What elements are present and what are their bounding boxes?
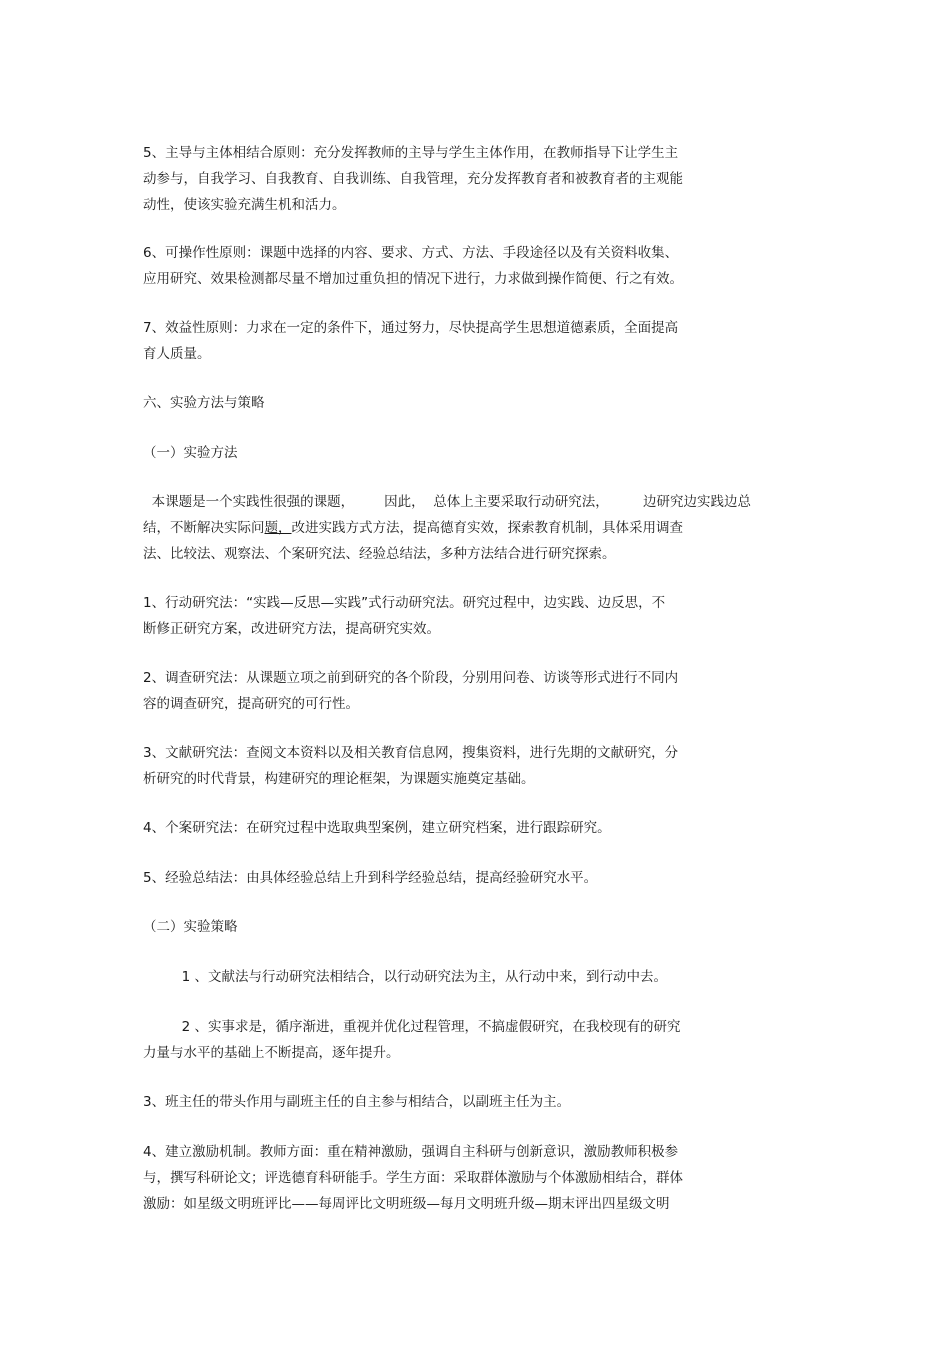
subsection-strategies-heading — [143, 914, 823, 940]
text-line: 4、个案研究法：在研究过程中选取典型案例，建立研究档案，进行跟踪研究。 — [143, 820, 611, 836]
strategy-1-paragraph — [143, 964, 823, 990]
principle-6-paragraph — [143, 240, 823, 292]
text-line: 容的调查研究，提高研究的可行性。 — [143, 696, 359, 712]
text-line: 应用研究、效果检测都尽量不增加过重负担的情况下进行，力求做到操作简便、行之有效。 — [143, 271, 683, 287]
method-4-paragraph — [143, 815, 823, 841]
text-fragment: 改进实践方式方法，提高德育实效，探索教育机制，具体采用调查 — [291, 520, 683, 536]
heading-text: （一）实验方法 — [143, 445, 238, 461]
heading-text: 六、实验方法与策略 — [143, 395, 265, 411]
text-line: 5、主导与主体相结合原则：充分发挥教师的主导与学生主体作用，在教师指导下让学生主 — [143, 145, 679, 161]
text-line: 7、效益性原则：力求在一定的条件下，通过努力，尽快提高学生思想道德素质，全面提高 — [143, 320, 679, 336]
strategy-3-paragraph — [143, 1089, 823, 1115]
text-line — [143, 515, 843, 541]
principle-7-paragraph — [143, 315, 823, 367]
text-fragment: 结，不断解决实际问 — [143, 520, 265, 536]
text-line: 力量与水平的基础上不断提高，逐年提升。 — [143, 1045, 400, 1061]
text-line: 动性，使该实验充满生机和活力。 — [143, 197, 346, 213]
text-line: 1、行动研究法：“实践—反思—实践”式行动研究法。研究过程中，边实践、边反思，不 — [143, 595, 666, 611]
text-line: 5、经验总结法：由具体经验总结上升到科学经验总结，提高经验研究水平。 — [143, 870, 598, 886]
text-line: 激励：如星级文明班评比——每周评比文明班级—每月文明班升级—期末评出四星级文明 — [143, 1196, 670, 1212]
section-6-heading — [143, 390, 823, 416]
text-line: 4、建立激励机制。教师方面：重在精神激励，强调自主科研与创新意识，激励教师积极参 — [143, 1144, 679, 1160]
methods-intro-paragraph — [143, 489, 843, 567]
subsection-methods-heading — [143, 440, 823, 466]
text-line: 断修正研究方案，改进研究方法，提高研究实效。 — [143, 621, 440, 637]
text-line: 本课题是一个实践性很强的课题， 因此， 总体上主要采取行动研究法， 边研究边实践边总 — [143, 494, 752, 510]
strategy-4-paragraph — [143, 1139, 823, 1217]
method-2-paragraph — [143, 665, 823, 717]
text-line: 2、调查研究法：从课题立项之前到研究的各个阶段，分别用问卷、访谈等形式进行不同内 — [143, 670, 679, 686]
strategy-2-paragraph — [143, 1014, 823, 1066]
heading-text: （二）实验策略 — [143, 919, 238, 935]
text-line: 析研究的时代背景，构建研究的理论框架，为课题实施奠定基础。 — [143, 771, 535, 787]
text-line: 2 、实事求是，循序渐进，重视并优化过程管理，不搞虚假研究，在我校现有的研究 — [143, 1019, 681, 1035]
text-line: 育人质量。 — [143, 346, 211, 362]
method-1-paragraph — [143, 590, 823, 642]
method-5-paragraph — [143, 865, 823, 891]
principle-5-paragraph — [143, 140, 823, 218]
text-line: 与，撰写科研论文；评选德育科研能手。学生方面：采取群体激励与个体激励相结合，群体 — [143, 1170, 683, 1186]
text-line: 法、比较法、观察法、个案研究法、经验总结法，多种方法结合进行研究探索。 — [143, 546, 616, 562]
text-line: 6、可操作性原则：课题中选择的内容、要求、方式、方法、手段途径以及有关资料收集、 — [143, 245, 679, 261]
text-line: 动参与，自我学习、自我教育、自我训练、自我管理，充分发挥教育者和被教育者的主观能 — [143, 171, 683, 187]
method-3-paragraph — [143, 740, 823, 792]
text-line: 3、班主任的带头作用与副班主任的自主参与相结合，以副班主任为主。 — [143, 1094, 571, 1110]
text-line: 3、文献研究法：查阅文本资料以及相关教育信息网，搜集资料，进行先期的文献研究，分 — [143, 745, 679, 761]
text-line: 1 、文献法与行动研究法相结合，以行动研究法为主，从行动中来，到行动中去。 — [143, 969, 668, 985]
underlined-text: 题， — [264, 520, 292, 536]
